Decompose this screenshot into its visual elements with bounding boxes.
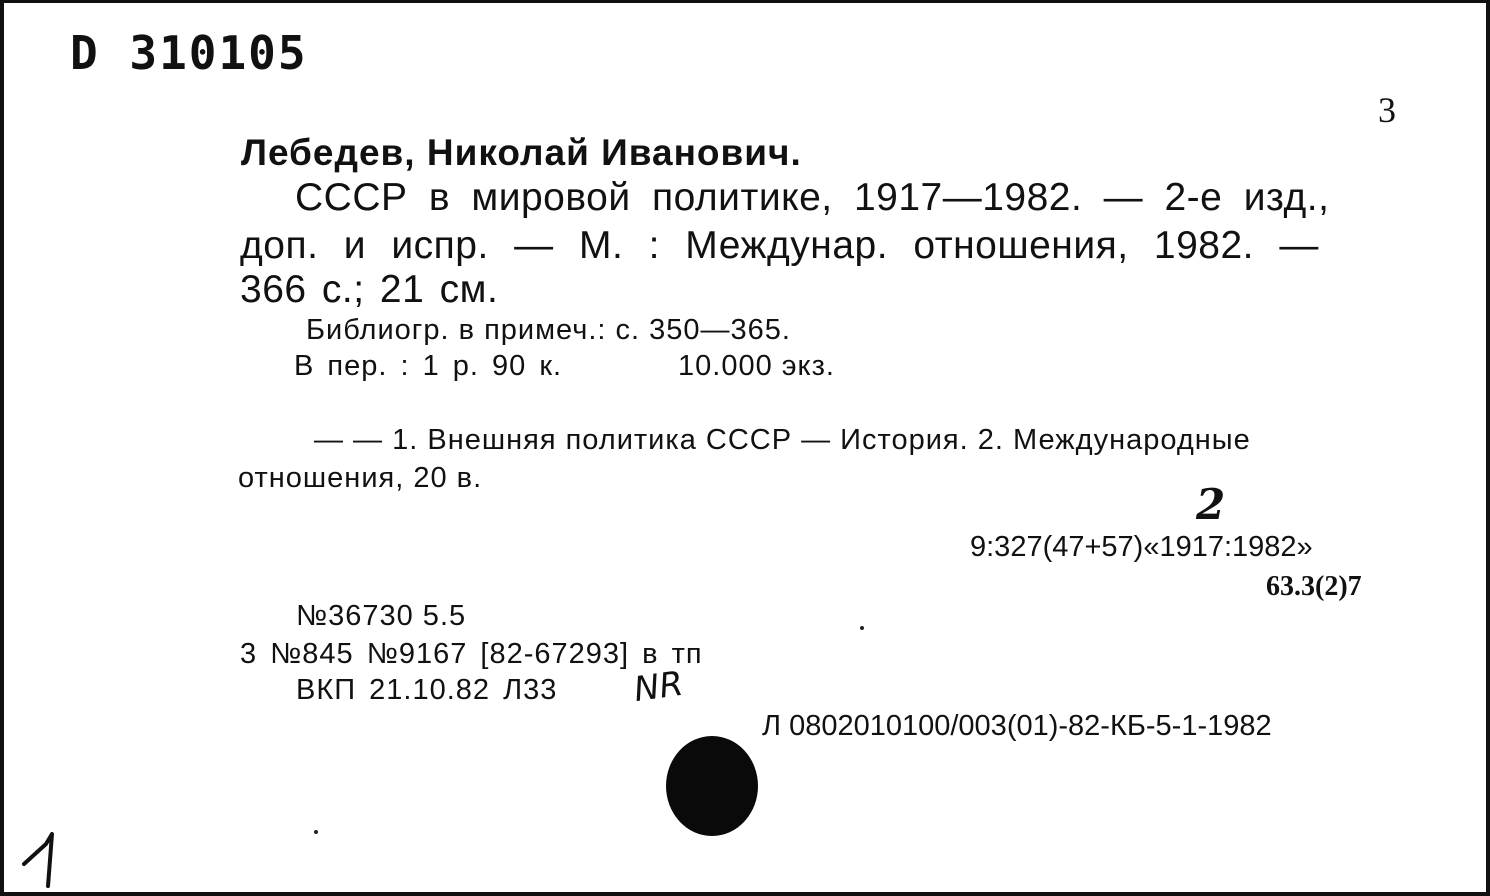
description-line-2: доп. и испр. — М. : Междунар. отношения, 1982. — [240, 224, 1319, 267]
service-line-1: №36730 5.5 [296, 600, 467, 632]
description-line-3: 366 с.; 21 см. [240, 268, 499, 311]
handwritten-copy-mark: 2 [1196, 480, 1226, 529]
handwritten-corner-mark-icon [18, 808, 68, 888]
udc-code: 9:327(47+57)«1917:1982» [970, 531, 1313, 563]
ink-speck [314, 830, 318, 834]
subjects-line-2: отношения, 20 в. [238, 462, 483, 494]
service-line-3: ВКП 21.10.82 Л33 [296, 674, 558, 706]
punch-hole [666, 736, 758, 836]
card-border-bottom [0, 892, 1490, 896]
author-heading: Лебедев, Николай Иванович. [241, 132, 802, 173]
service-line-2: 3 №845 №9167 [82-67293] в тп [240, 638, 703, 670]
bibliography-note: Библиогр. в примеч.: с. 350—365. [306, 314, 791, 346]
card-border-right [1486, 0, 1490, 896]
price-note: В пер. : 1 р. 90 к. [294, 350, 563, 382]
ink-speck [860, 626, 864, 630]
copies-note: 10.000 экз. [678, 350, 835, 382]
description-line-1: СССР в мировой политике, 1917—1982. — 2-е изд., [295, 176, 1330, 219]
subjects-line-1: — — 1. Внешняя политика СССР — История. 2. Международные [314, 424, 1251, 456]
card-border-top [0, 0, 1490, 3]
bbk-code: 63.3(2)7 [1266, 571, 1362, 602]
card-number: 3 [1378, 90, 1396, 130]
publisher-code: Л 0802010100/003(01)-82-КБ-5-1-1982 [762, 710, 1272, 742]
stamp-id: D 310105 [70, 26, 308, 80]
handwritten-initials: NR [631, 663, 686, 711]
card-border-left [0, 0, 4, 896]
